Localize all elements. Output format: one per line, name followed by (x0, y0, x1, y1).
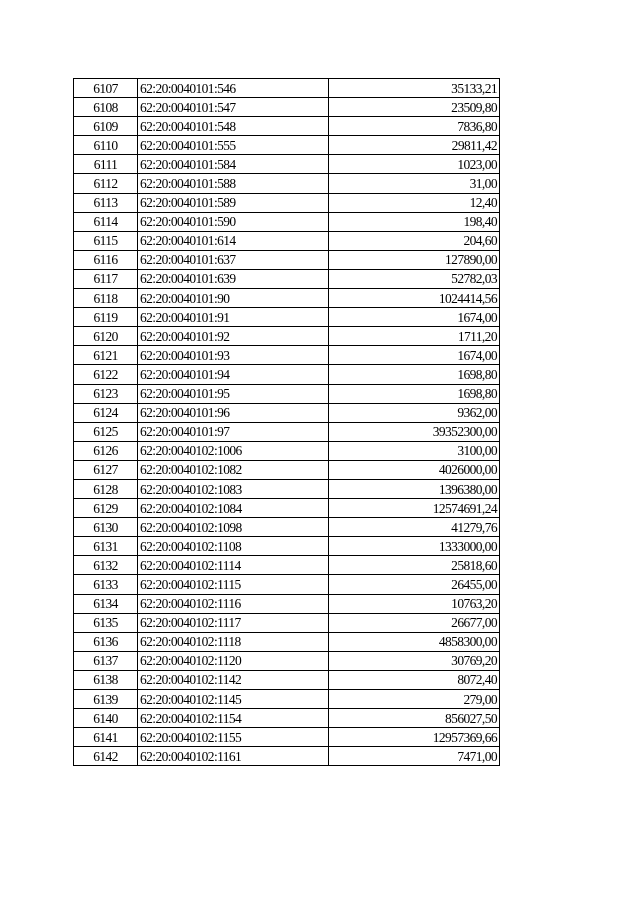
row-number-cell: 6141 (74, 728, 138, 747)
table-row (74, 193, 500, 212)
value-cell: 25818,60 (329, 556, 500, 575)
row-number-cell: 6122 (74, 365, 138, 384)
table-row (74, 174, 500, 193)
table-row (74, 155, 500, 174)
cadastral-number-cell: 62:20:0040102:1161 (138, 747, 329, 766)
table-row (74, 98, 500, 117)
value-cell: 1396380,00 (329, 479, 500, 498)
row-number-cell: 6133 (74, 575, 138, 594)
value-cell: 4858300,00 (329, 632, 500, 651)
table-row (74, 690, 500, 709)
cadastral-number-cell: 62:20:0040102:1118 (138, 632, 329, 651)
table-row (74, 556, 500, 575)
row-number-cell: 6109 (74, 117, 138, 136)
value-cell: 127890,00 (329, 250, 500, 269)
value-cell: 279,00 (329, 690, 500, 709)
table-row (74, 518, 500, 537)
cadastral-number-cell: 62:20:0040101:96 (138, 403, 329, 422)
table-row (74, 384, 500, 403)
row-number-cell: 6132 (74, 556, 138, 575)
row-number-cell: 6119 (74, 308, 138, 327)
row-number-cell: 6114 (74, 212, 138, 231)
row-number-cell: 6117 (74, 269, 138, 288)
row-number-cell: 6139 (74, 690, 138, 709)
table-row (74, 613, 500, 632)
cadastral-number-cell: 62:20:0040102:1083 (138, 479, 329, 498)
value-cell: 8072,40 (329, 670, 500, 689)
table-row (74, 709, 500, 728)
cadastral-number-cell: 62:20:0040101:555 (138, 136, 329, 155)
cadastral-number-cell: 62:20:0040102:1098 (138, 518, 329, 537)
row-number-cell: 6124 (74, 403, 138, 422)
row-number-cell: 6113 (74, 193, 138, 212)
row-number-cell: 6112 (74, 174, 138, 193)
cadastral-value-table (73, 78, 500, 766)
cadastral-number-cell: 62:20:0040101:588 (138, 174, 329, 193)
row-number-cell: 6126 (74, 441, 138, 460)
row-number-cell: 6138 (74, 670, 138, 689)
value-cell: 29811,42 (329, 136, 500, 155)
row-number-cell: 6135 (74, 613, 138, 632)
value-cell: 26677,00 (329, 613, 500, 632)
cadastral-number-cell: 62:20:0040101:590 (138, 212, 329, 231)
value-cell: 4026000,00 (329, 460, 500, 479)
cadastral-number-cell: 62:20:0040102:1084 (138, 499, 329, 518)
value-cell: 7471,00 (329, 747, 500, 766)
row-number-cell: 6127 (74, 460, 138, 479)
table-row (74, 594, 500, 613)
value-cell: 10763,20 (329, 594, 500, 613)
cadastral-number-cell: 62:20:0040101:589 (138, 193, 329, 212)
cadastral-number-cell: 62:20:0040102:1154 (138, 709, 329, 728)
table-row (74, 308, 500, 327)
table-row (74, 632, 500, 651)
table-row (74, 728, 500, 747)
table-row (74, 365, 500, 384)
cadastral-number-cell: 62:20:0040102:1116 (138, 594, 329, 613)
value-cell: 41279,76 (329, 518, 500, 537)
table-row (74, 136, 500, 155)
cadastral-number-cell: 62:20:0040102:1114 (138, 556, 329, 575)
value-cell: 23509,80 (329, 98, 500, 117)
cadastral-number-cell: 62:20:0040101:614 (138, 231, 329, 250)
cadastral-number-cell: 62:20:0040102:1145 (138, 690, 329, 709)
cadastral-number-cell: 62:20:0040102:1142 (138, 670, 329, 689)
table-row (74, 670, 500, 689)
value-cell: 204,60 (329, 231, 500, 250)
cadastral-number-cell: 62:20:0040101:584 (138, 155, 329, 174)
value-cell: 12574691,24 (329, 499, 500, 518)
cadastral-number-cell: 62:20:0040101:97 (138, 422, 329, 441)
cadastral-number-cell: 62:20:0040101:91 (138, 308, 329, 327)
value-cell: 1023,00 (329, 155, 500, 174)
cadastral-number-cell: 62:20:0040101:94 (138, 365, 329, 384)
cadastral-number-cell: 62:20:0040102:1082 (138, 460, 329, 479)
cadastral-number-cell: 62:20:0040101:92 (138, 327, 329, 346)
row-number-cell: 6108 (74, 98, 138, 117)
row-number-cell: 6136 (74, 632, 138, 651)
row-number-cell: 6115 (74, 231, 138, 250)
row-number-cell: 6125 (74, 422, 138, 441)
row-number-cell: 6111 (74, 155, 138, 174)
table-row (74, 269, 500, 288)
value-cell: 9362,00 (329, 403, 500, 422)
value-cell: 12957369,66 (329, 728, 500, 747)
row-number-cell: 6134 (74, 594, 138, 613)
value-cell: 856027,50 (329, 709, 500, 728)
row-number-cell: 6110 (74, 136, 138, 155)
cadastral-number-cell: 62:20:0040101:546 (138, 79, 329, 98)
table-row (74, 346, 500, 365)
value-cell: 3100,00 (329, 441, 500, 460)
table-row (74, 231, 500, 250)
row-number-cell: 6116 (74, 250, 138, 269)
row-number-cell: 6142 (74, 747, 138, 766)
value-cell: 52782,03 (329, 269, 500, 288)
cadastral-number-cell: 62:20:0040101:547 (138, 98, 329, 117)
table-row (74, 441, 500, 460)
cadastral-number-cell: 62:20:0040101:90 (138, 289, 329, 308)
table-row (74, 212, 500, 231)
cadastral-number-cell: 62:20:0040102:1115 (138, 575, 329, 594)
value-cell: 1674,00 (329, 308, 500, 327)
row-number-cell: 6121 (74, 346, 138, 365)
value-cell: 1674,00 (329, 346, 500, 365)
table-row (74, 250, 500, 269)
cadastral-number-cell: 62:20:0040102:1006 (138, 441, 329, 460)
table-row (74, 117, 500, 136)
value-cell: 12,40 (329, 193, 500, 212)
cadastral-number-cell: 62:20:0040101:93 (138, 346, 329, 365)
table-row (74, 403, 500, 422)
value-cell: 39352300,00 (329, 422, 500, 441)
row-number-cell: 6130 (74, 518, 138, 537)
value-cell: 1333000,00 (329, 537, 500, 556)
row-number-cell: 6107 (74, 79, 138, 98)
value-cell: 1711,20 (329, 327, 500, 346)
table-row (74, 289, 500, 308)
row-number-cell: 6128 (74, 479, 138, 498)
cadastral-number-cell: 62:20:0040102:1155 (138, 728, 329, 747)
cadastral-number-cell: 62:20:0040101:637 (138, 250, 329, 269)
table-row (74, 537, 500, 556)
row-number-cell: 6140 (74, 709, 138, 728)
cadastral-number-cell: 62:20:0040101:639 (138, 269, 329, 288)
row-number-cell: 6131 (74, 537, 138, 556)
value-cell: 1698,80 (329, 365, 500, 384)
cadastral-number-cell: 62:20:0040102:1108 (138, 537, 329, 556)
row-number-cell: 6129 (74, 499, 138, 518)
cadastral-number-cell: 62:20:0040102:1120 (138, 651, 329, 670)
row-number-cell: 6123 (74, 384, 138, 403)
cadastral-number-cell: 62:20:0040101:95 (138, 384, 329, 403)
table-row (74, 575, 500, 594)
table-row (74, 460, 500, 479)
value-cell: 1698,80 (329, 384, 500, 403)
table-body (74, 79, 500, 766)
cadastral-number-cell: 62:20:0040101:548 (138, 117, 329, 136)
value-cell: 31,00 (329, 174, 500, 193)
value-cell: 7836,80 (329, 117, 500, 136)
table-row (74, 499, 500, 518)
row-number-cell: 6120 (74, 327, 138, 346)
table-row (74, 479, 500, 498)
row-number-cell: 6137 (74, 651, 138, 670)
table-row (74, 327, 500, 346)
value-cell: 1024414,56 (329, 289, 500, 308)
value-cell: 26455,00 (329, 575, 500, 594)
table-row (74, 422, 500, 441)
value-cell: 198,40 (329, 212, 500, 231)
value-cell: 35133,21 (329, 79, 500, 98)
value-cell: 30769,20 (329, 651, 500, 670)
row-number-cell: 6118 (74, 289, 138, 308)
table-row (74, 747, 500, 766)
table-row (74, 651, 500, 670)
table-row (74, 79, 500, 98)
cadastral-number-cell: 62:20:0040102:1117 (138, 613, 329, 632)
